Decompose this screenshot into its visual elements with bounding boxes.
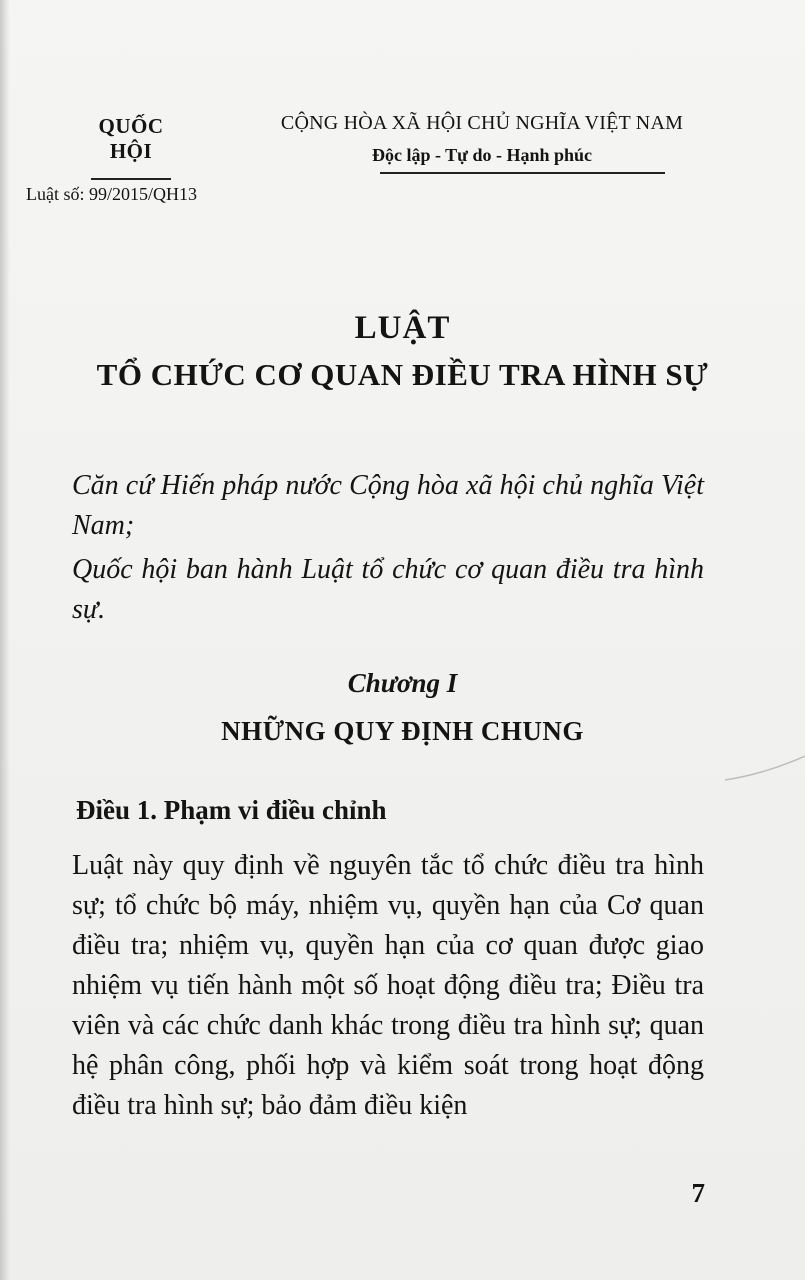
law-number: Luật số: 99/2015/QH13	[26, 184, 197, 204]
page-number: 7	[691, 1178, 705, 1208]
motto-underline	[380, 172, 665, 174]
page-curl-mark	[725, 748, 805, 788]
preamble	[72, 466, 704, 630]
article-heading: Điều 1. Phạm vi điều chỉnh	[76, 795, 387, 825]
chapter-title: NHỮNG QUY ĐỊNH CHUNG	[221, 716, 584, 746]
law-title-block	[0, 310, 805, 393]
chapter-number: Chương I	[347, 668, 458, 698]
law-label: LUẬT	[354, 310, 451, 346]
preamble-paragraph: Quốc hội ban hành Luật tổ chức cơ quan điều tra hình sự.	[72, 554, 704, 625]
issuing-agency: QUỐC HỘI	[98, 114, 164, 163]
issuing-agency-block	[76, 114, 186, 180]
republic-name: CỘNG HÒA XÃ HỘI CHỦ NGHĨA VIỆT NAM	[280, 112, 684, 134]
preamble-paragraph: Căn cứ Hiến pháp nước Cộng hòa xã hội chủ nghĩa Việt Nam;	[72, 470, 704, 541]
law-name: TỔ CHỨC CƠ QUAN ĐIỀU TRA HÌNH SỰ	[96, 357, 709, 392]
agency-underline	[91, 178, 171, 180]
national-title-block	[262, 112, 702, 174]
article-paragraph: Luật này quy định về nguyên tắc tổ chức điều tra hình sự; tổ chức bộ máy, nhiệm vụ, quyền hạn của Cơ quan điều tra; nhiệm vụ, quyền hạn của cơ quan được giao nhiệm vụ tiến hành một số hoạt động điều tra; Điều tra viên và các chức danh khác trong điều tra hình sự; quan hệ phân công, phối hợp và kiểm soát trong hoạt động điều tra hình sự; bảo đảm điều kiện	[72, 850, 704, 1121]
national-motto: Độc lập - Tự do - Hạnh phúc	[371, 145, 593, 165]
article-body	[72, 846, 704, 1126]
binding-shadow	[0, 0, 10, 1280]
